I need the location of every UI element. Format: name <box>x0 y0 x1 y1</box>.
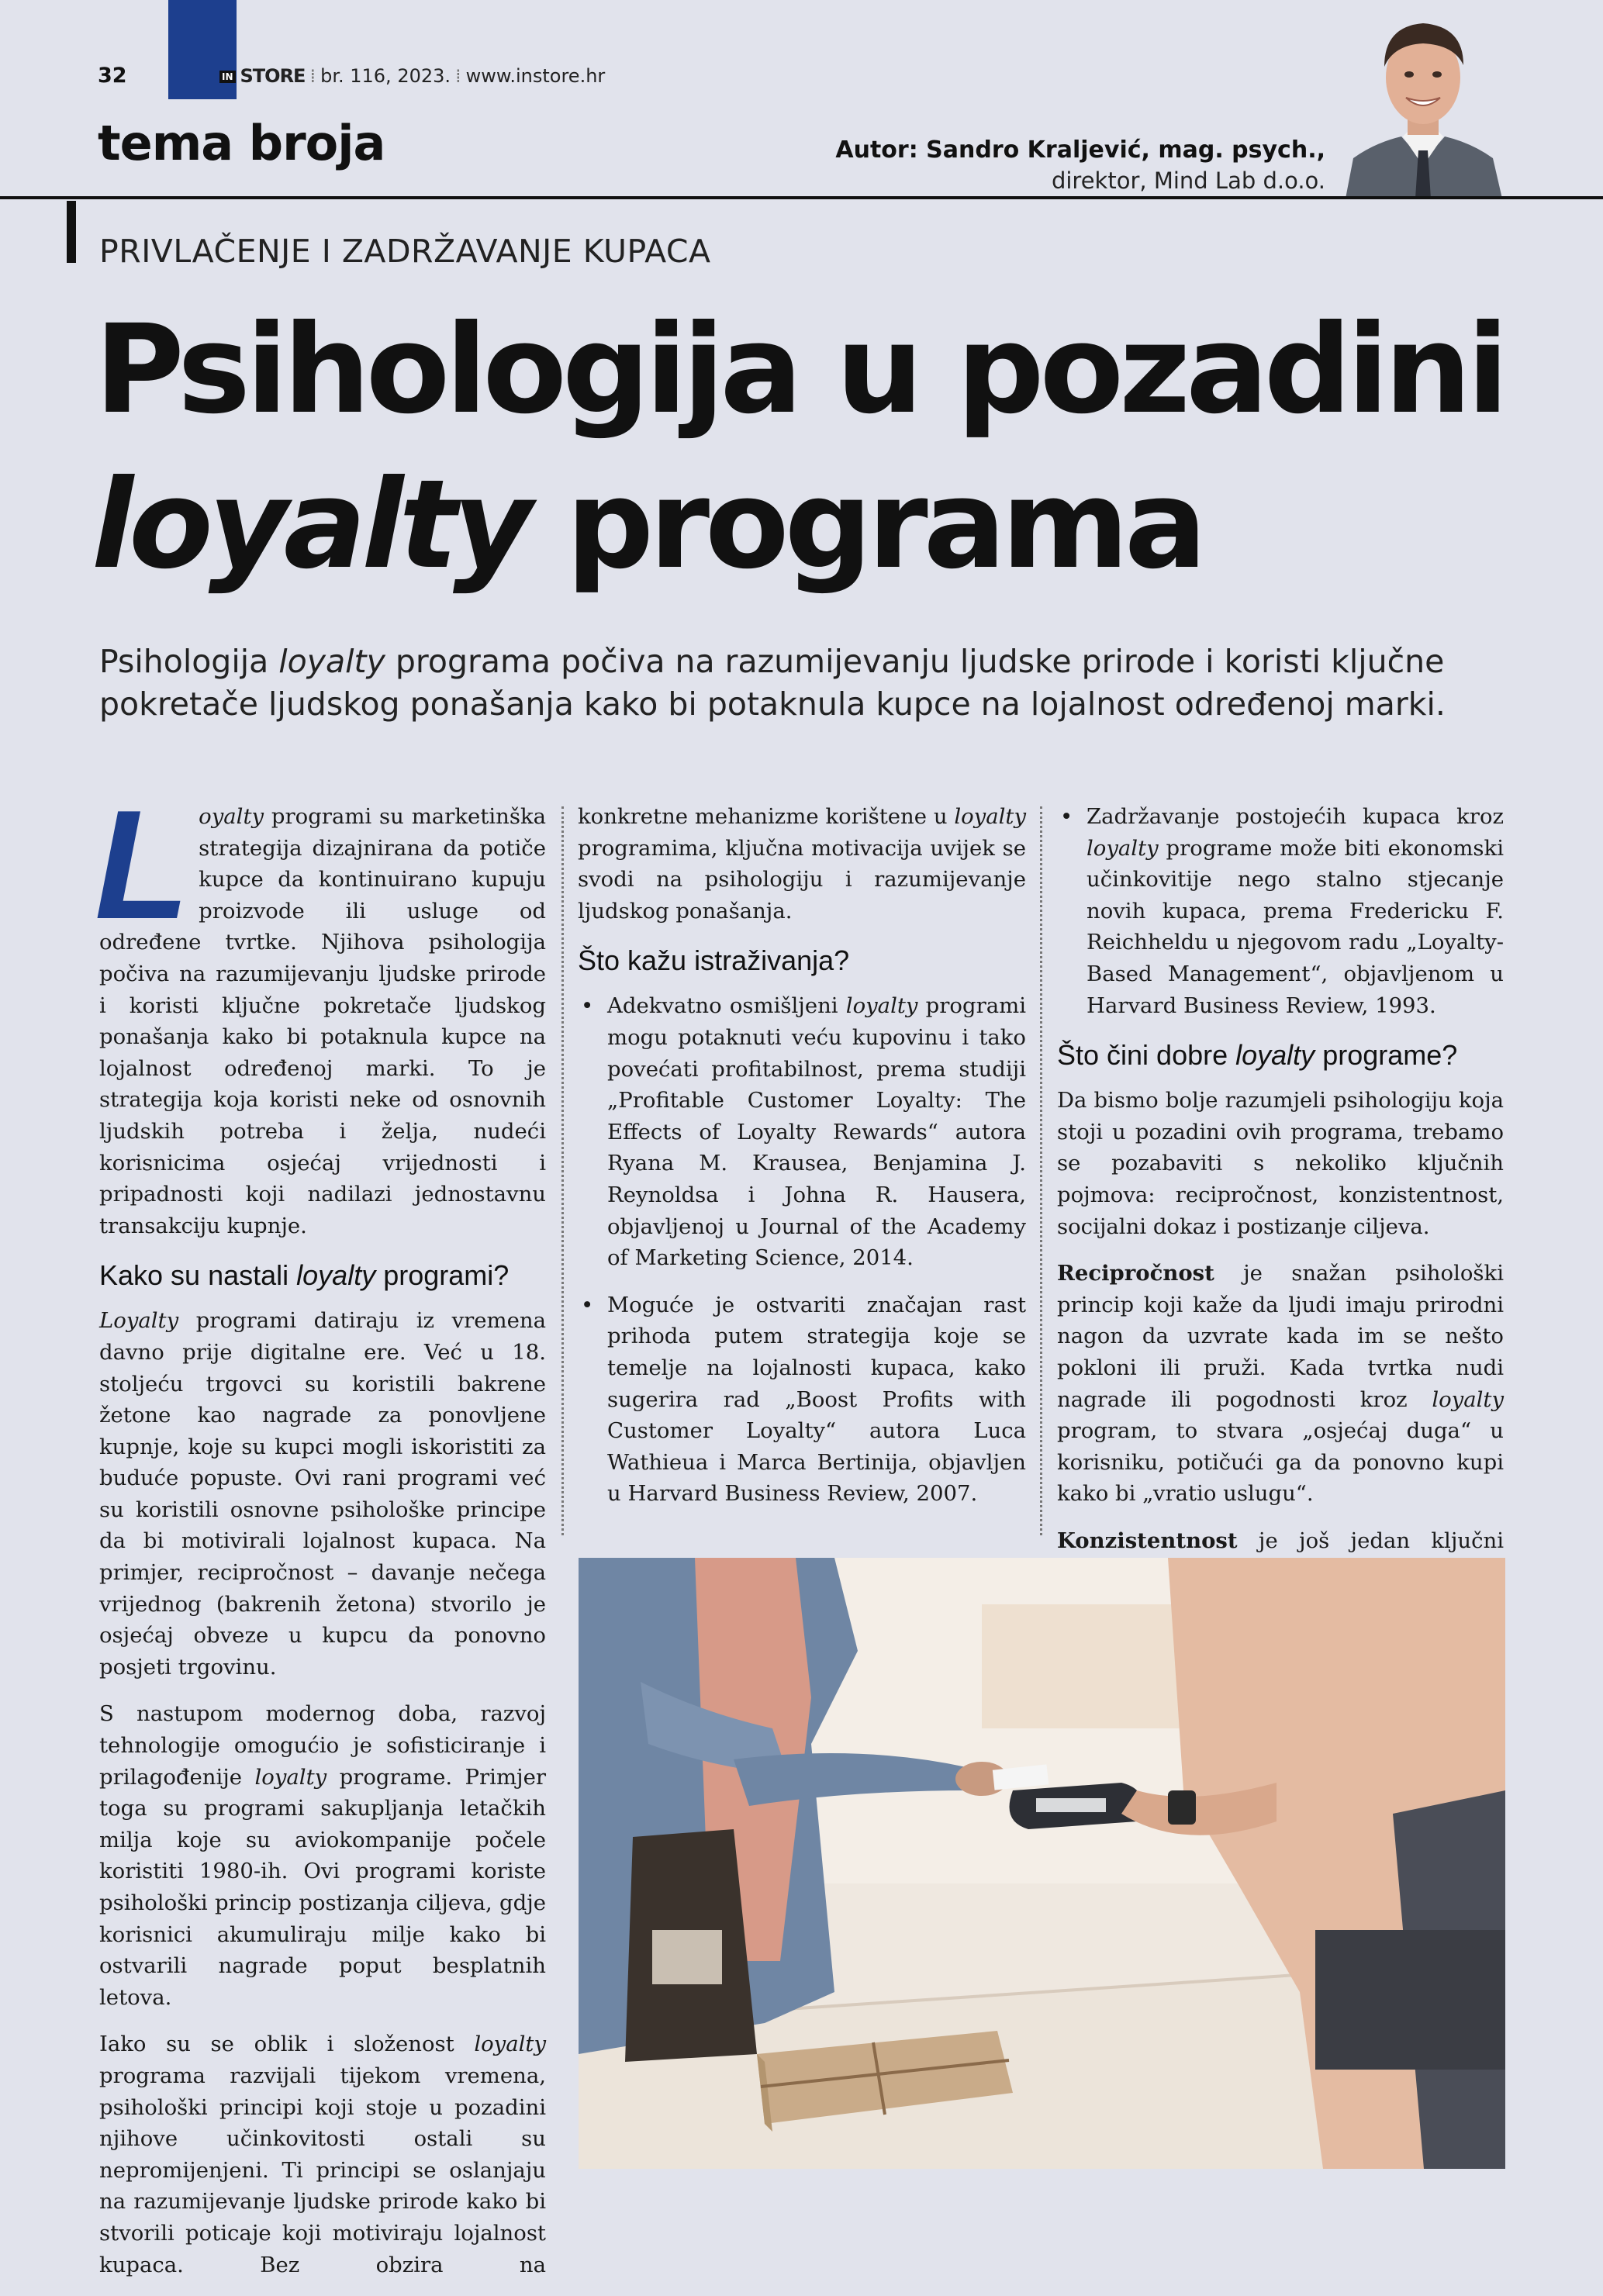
paragraph: konkretne mehanizme korištene u loyalty programima, ključna motivacija uvijek se svodi na psihologiju i razumijevanje ljudskog ponašanja. <box>578 804 1026 924</box>
article-column-3 <box>1057 801 1504 1572</box>
title-rest: programa <box>528 454 1203 596</box>
paragraph: S nastupom modernog doba, razvoj tehnologije omogućio je sofisticiranje i prilagođenije loyalty programe. Primjer toga su programi sakupljanja letačkih milja koje su aviokompanije počele koristiti 1980-ih. Ovi programi koriste psihološki princip postizanja ciljeva, gdje korisnici akumuliraju milje kako bi ostvarili nagrade poput besplatnih letova. <box>99 1701 546 2010</box>
list-item: • Adekvatno osmišljeni loyalty programi mogu potaknuti veću kupovinu i tako povećati profitabilnost, prema studiji „Profitable Customer Loyalty: The Effects of Loyalty Rewards“ autora Ryana M. Krausea, Benjamina J. Reynoldsa i Johna R. Hausera, objavljenoj u Journal of the Academy of Marketing Science, 2014. <box>607 990 1026 1273</box>
instore-logo-store: STORE <box>240 65 306 87</box>
author-photo <box>1338 6 1508 199</box>
list-item: • Zadržavanje postojećih kupaca kroz loyalty programe može biti ekonomski učinkovitije nego stalno stjecanje novih kupaca, prema Fredericku F. Reichheldu u njegovom radu „Loyalty-Based Management“, objavljenom u Harvard Business Review, 1993. <box>1087 801 1504 1021</box>
author-role: direktor, Mind Lab d.o.o. <box>1051 167 1325 194</box>
instore-logo-in: IN <box>219 71 236 83</box>
bullet-list <box>1057 801 1504 1021</box>
header-divider <box>0 196 1603 199</box>
section-label: tema broja <box>98 115 385 171</box>
list-item: • Moguće je ostvariti značajan rast prihoda putem strategija koje se temelje na lojalnosti kupaca, kako sugerira rad „Boost Profits with Customer Loyalty“ autora Luca Wathieua i Marca Bertinija, objavljen u Harvard Business Review, 2007. <box>607 1290 1026 1510</box>
paragraph: Iako su se oblik i složenost loyalty programa razvijali tijekom vremena, psihološki principi koji stoje u pozadini njihove učinkovitosti ostali su nepromijenjeni. Ti principi se oslanjaju na razumijevanje ljudske prirode kako bi stvorili poticaje koji motiviraju lojalnost kupaca. Bez obzira na <box>99 2032 546 2277</box>
title-italic-word: loyalty <box>92 454 528 596</box>
masthead-brand: IN STORE ⁞ br. 116, 2023. ⁞ www.instore.hr <box>219 65 605 87</box>
subheading: Kako su nastali loyalty programi? <box>99 1259 510 1292</box>
article-column-1 <box>95 779 546 2296</box>
paragraph: Loyalty programi datiraju iz vremena davno prije digitalne ere. Već u 18. stoljeću trgovci su koristili bakrene žetone kao nagrade za ponovljene kupnje, koje su kupci mogli iskoristiti za buduće popuste. Ovi rani programi već su koristili osnovne psihološke principe da bi motivirali lojalnost kupaca. Na primjer, recipročnost – davanje nečega vrijednog (bakrenih žetona) stvorilo je osjećaj obveze u kupcu da ponovno posjeti trgovinu. <box>99 1308 546 1680</box>
page-number: 32 <box>98 64 127 88</box>
article-lead: Psihologija loyalty programa počiva na razumijevanju ljudske prirode i koristi ključne pokretače ljudskog ponašanja kako bi potaknula kupce na lojalnost određenoj marki. <box>99 643 1446 723</box>
bullet-list <box>578 990 1026 1510</box>
article-column-2 <box>578 801 1026 1525</box>
issue-number: br. 116, 2023. <box>320 65 451 87</box>
article-kicker: PRIVLAČENJE I ZADRŽAVANJE KUPACA <box>99 233 711 270</box>
article-title-line-2 <box>92 454 1203 596</box>
paragraph: Da bismo bolje razumjeli psihologiju koja stoji u pozadini ovih programa, trebamo se pozabaviti s nekoliko ključnih pojmova: recipročnost, konzistentnost, socijalni dokaz i postizanje ciljeva. <box>1057 1088 1504 1239</box>
paragraph: Loyalty programi su marketinška strategija dizajnirana da potiče kupce da kontinuirano kupuju proizvode ili usluge od određene tvrtke. Njihova psihologija počiva na razumijevanju ljudske prirode i koristi ključne pokretače ljudskog ponašanja kako bi potaknula kupce na lojalnost određenoj marki. To je strategija koja koristi neke od osnovnih ljudskih potreba i želja, nudeći korisnicima osjećaj vrijednosti i pripadnosti koji nadilazi jednostavnu transakciju kupnje. <box>95 779 546 1238</box>
subheading: Što kažu istraživanja? <box>578 944 850 977</box>
article-photo-card-payment <box>579 1558 1505 2169</box>
author-name: Autor: Sandro Kraljević, mag. psych., <box>835 136 1325 164</box>
paragraph: Recipročnost je snažan psihološki princip koji kaže da ljudi imaju prirodni nagon da uzvrate kada im se nešto pokloni ili pruži. Kada tvrtka nudi nagrade ili pogodnosti kroz loyalty program, to stvara „osjećaj duga“ u korisniku, potičući ga da ponovno kupi kako bi „vratio uslugu“. <box>1057 1261 1504 1507</box>
kicker-marker <box>67 201 76 263</box>
drop-cap: L <box>95 779 190 951</box>
paragraph: Konzistentnost je još jedan ključni <box>1057 1528 1504 1553</box>
subheading: Što čini dobre loyalty programe? <box>1057 1039 1458 1072</box>
website-link[interactable]: www.instore.hr <box>465 65 606 87</box>
column-divider <box>1040 806 1042 1535</box>
article-title-line-1: Psihologija u pozadini <box>95 299 1505 441</box>
column-divider <box>561 806 564 1535</box>
